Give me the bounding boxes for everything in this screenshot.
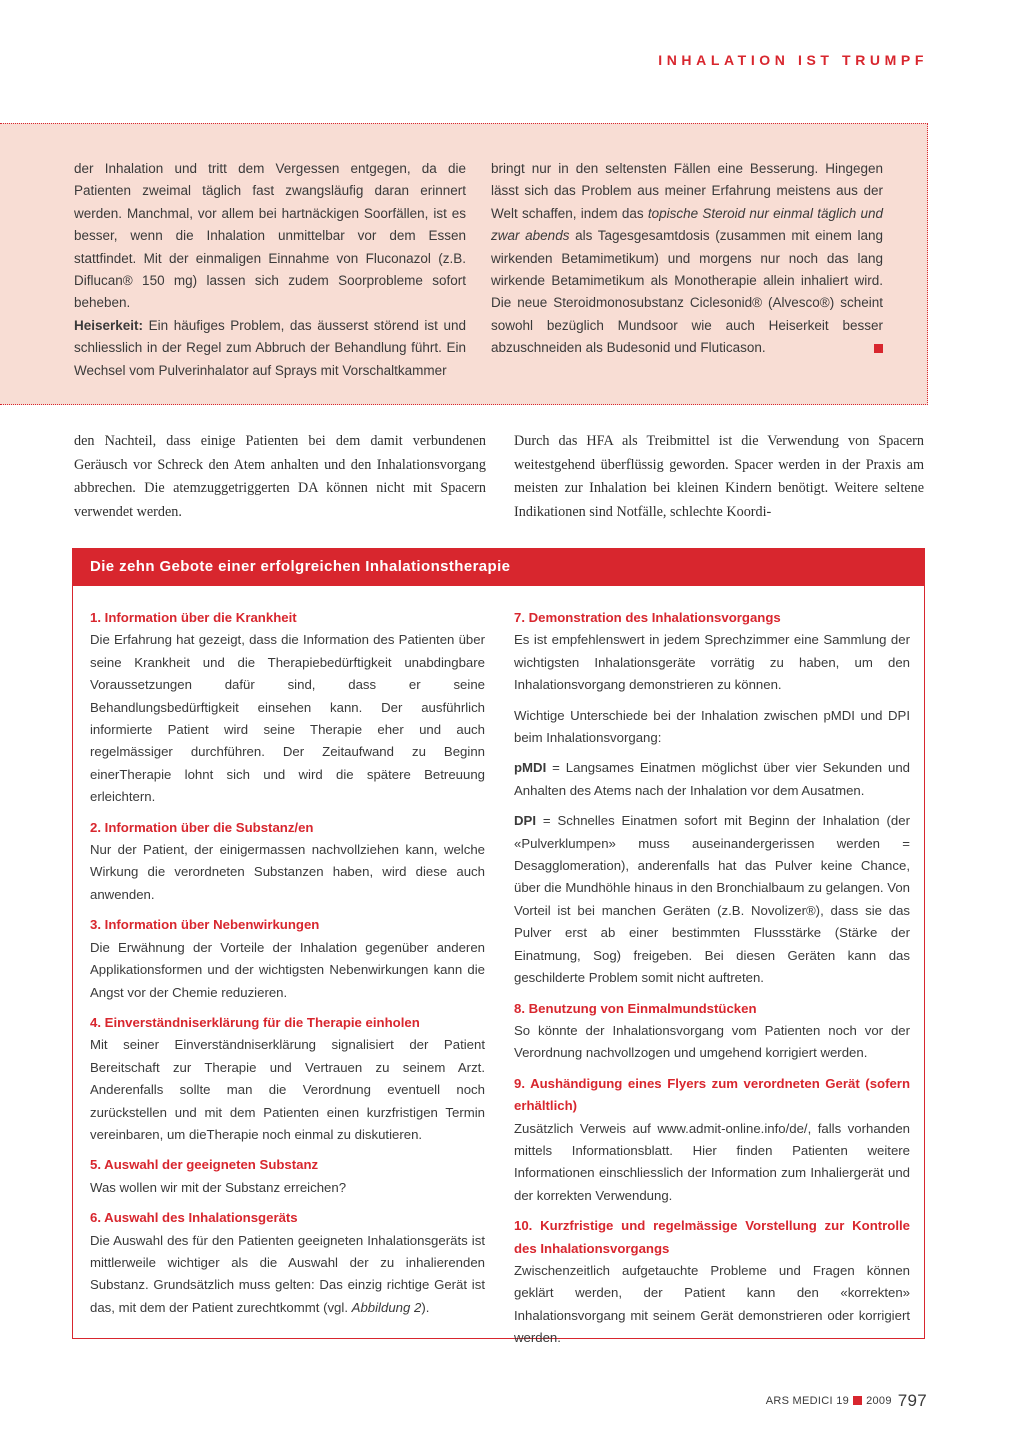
item-heading: 9. Aushändigung eines Flyers zum verordneten Gerät (sofern erhältlich): [514, 1075, 910, 1114]
journal-year: 2009: [866, 1395, 892, 1407]
item-body-text: Die Auswahl des für den Patienten geeigneten Inhalationsgeräts ist mittlerweile wichtiger als die Auswahl der zu inhalierenden Substanz. Grundsätzlich muss gelten: Das einzig richtige Gerät ist das, mit dem der Patient zurechtkommt (vgl.: [90, 1232, 485, 1315]
item-heading: 2. Information über die Substanz/en: [90, 819, 314, 835]
pink-right-column: [491, 158, 883, 360]
list-item: [514, 998, 910, 1065]
box-right-column: [514, 607, 910, 1358]
end-of-article-square-icon: [874, 344, 883, 353]
item-body-text: ).: [421, 1299, 430, 1315]
list-item: [90, 1207, 485, 1319]
paragraph: [74, 315, 466, 382]
item-body: Die Erfahrung hat gezeigt, dass die Information des Patienten über seine Krankheit und die Therapiebedürftigkeit unabdingbare Voraussetzungen dafür sind, dass er seine Behandlungsbedürftigkeit einsehen kann. Der ausführlich informierte Patient wird seine Therapie eher und auch regelmässiger durchführen. Der Zeitaufwand zu Beginn einerTherapie lohnt sich und wird die spätere Betreuung erleichtern.: [90, 632, 485, 805]
list-item: [514, 1215, 910, 1349]
item-heading: 3. Information über Nebenwirkungen: [90, 917, 320, 933]
item-body: Mit seiner Einverständniserklärung signalisiert der Patient Bereitschaft zur Therapie und Vertrauen zu seinem Arzt. Anderenfalls sollte man die Verordnung eventuell noch zurückstellen und mit dem Patienten einen kurzfristigen Termin vereinbaren, um dieTherapie noch einmal zu diskutieren.: [90, 1037, 485, 1142]
separator-square-icon: [853, 1396, 862, 1405]
item-body: Zwischenzeitlich aufgetauchte Probleme und Fragen können geklärt werden, der Patient kann den «korrekten» Inhalationsvorgang mit seinem Gerät demonstrieren oder korrigiert werden.: [514, 1262, 910, 1346]
item-heading: 7. Demonstration des Inhalationsvorgangs: [514, 610, 781, 625]
running-header: INHALATION IST TRUMPF: [658, 52, 928, 68]
item-heading: 1. Information über die Krankheit: [90, 610, 297, 625]
page-number: 797: [897, 1391, 927, 1410]
paragraph-text: bringt nur in den seltensten Fällen eine Besserung. Hingegen lässt sich das Problem aus meiner Erfahrung meistens aus der Welt schaffen, indem das: [491, 161, 883, 221]
item-body: [90, 1230, 485, 1320]
item-heading: 5. Auswahl der geeigneten Substanz: [90, 1157, 319, 1173]
box-left-column: [90, 607, 485, 1327]
run-in-label: Heiserkeit:: [74, 317, 144, 333]
list-item: [90, 817, 485, 907]
item-body: Es ist empfehlenswert in jedem Sprechzimmer eine Sammlung der wichtigsten Inhalationsgeräte vorrätig zu haben, um den Inhalationsvorgang demonstrieren zu können.: [514, 632, 910, 693]
paragraph: [514, 810, 910, 989]
ten-commandments-box: [72, 548, 925, 1346]
item-heading: 8. Benutzung von Einmalmundstücken: [514, 1000, 757, 1016]
item-body: So könnte der Inhalationsvorgang vom Patienten noch vor der Verordnung nachvollzogen und umgehend korrigiert werden.: [514, 1022, 910, 1061]
list-item: [514, 607, 910, 697]
item-heading: 10. Kurzfristige und regelmässige Vorstellung zur Kontrolle des Inhalationsvorgangs: [514, 1218, 910, 1256]
box-title: Die zehn Gebote einer erfolgreichen Inhalationstherapie: [90, 558, 511, 575]
item-body: Die Erwähnung der Vorteile der Inhalation gegenüber anderen Applikationsformen und der wichtigsten Nebenwirkungen kann die Angst vor der Chemie reduzieren.: [90, 939, 485, 1000]
paragraph: [491, 158, 883, 360]
box-title-bar: [73, 549, 924, 586]
list-item: [90, 914, 485, 1004]
paragraph: Wichtige Unterschiede bei der Inhalation zwischen pMDI und DPI beim Inhalationsvorgang:: [514, 707, 910, 746]
page-footer: [766, 1391, 927, 1411]
journal-name: ARS MEDICI 19: [765, 1395, 850, 1407]
item-body: Was wollen wir mit der Substanz erreichen?: [90, 1179, 347, 1195]
term: pMDI: [514, 760, 547, 776]
pink-left-column: [74, 158, 466, 382]
list-item: [514, 1073, 910, 1207]
definition: = Langsames Einatmen möglichst über vier Sekunden und Anhalten des Atems nach der Inhalation vor dem Ausatmen.: [514, 760, 910, 798]
item-body: Zusätzlich Verweis auf www.admit-online.info/de/, falls vorhanden mittels Informationsblatt. Hier finden Patienten weitere Informationen einschliesslich der Information zum Inhaliergerät und der korrekten Verwendung.: [514, 1120, 910, 1203]
figure-reference: Abbildung 2: [351, 1299, 422, 1315]
item-heading: 4. Einverständniserklärung für die Therapie einholen: [90, 1014, 420, 1030]
body-right-column: [514, 430, 924, 524]
term: DPI: [514, 813, 536, 829]
paragraph-text: Ein häufiges Problem, das äusserst störend ist und schliesslich in der Regel zum Abbruch der Behandlung führt. Ein Wechsel vom Pulverinhalator auf Sprays mit Vorschaltkammer: [74, 317, 466, 378]
paragraph: [514, 757, 910, 802]
item-body: Nur der Patient, der einigermassen nachvollziehen kann, welche Wirkung die verordneten Substanzen haben, wird diese auch anwenden.: [90, 842, 485, 902]
list-item: [90, 1012, 485, 1146]
list-item: [90, 1154, 485, 1199]
paragraph: Durch das HFA als Treibmittel ist die Verwendung von Spacern weitestgehend überflüssig geworden. Spacer werden in der Praxis am meisten zur Inhalation bei kleinen Kindern benötigt. Weitere seltene Indikationen sind Notfälle, schlechte Koordi-: [514, 433, 924, 520]
list-item: [90, 607, 485, 809]
paragraph-text: als Tagesgesamtdosis (zusammen mit einem lang wirkenden Betamimetikum) und morgens nur noch das lang wirkende Betamimetikum als Monotherapie allein inhaliert wird. Die neue Steroidmonosubstanz Ciclesonid® (Alvesco®) scheint sowohl bezüglich Mundsoor wie auch Heiserkeit besser abzuschneiden als Budesonid und Fluticason.: [491, 228, 883, 356]
body-left-column: [74, 430, 486, 524]
emphasis: topische Steroid nur einmal täglich und zwar abends: [491, 205, 883, 244]
definition: = Schnelles Einatmen sofort mit Beginn der Inhalation (der «Pulverklumpen» muss auseinandergerissen werden = Desagglomeration), anderenfalls hat das Pulver keine Chance, über die Mundhöhle hinaus in den Bronchialbaum zu gelangen. Von Vorteil ist bei manchen Geräten (z.B. Novolizer®), dass sie das Pulver erst ab einer bestimmten Flussstärke (Stärke der Einatmung, Sog) freigeben. Bei diesen Geräten kann das geschilderte Problem somit nicht auftreten.: [514, 813, 910, 986]
paragraph: den Nachteil, dass einige Patienten bei dem damit verbundenen Geräusch vor Schreck den Atem anhalten und den Inhalationsvorgang abbrechen. Die atemzuggetriggerten DA können nicht mit Spacern verwendet werden.: [74, 433, 486, 520]
item-heading: 6. Auswahl des Inhalationsgeräts: [90, 1210, 298, 1226]
paragraph: der Inhalation und tritt dem Vergessen entgegen, da die Patienten zweimal täglich fast zwangsläufig daran erinnert werden. Manchmal, vor allem bei hartnäckigen Soorfällen, ist es besser, wenn die Inhalation unmittelbar vor dem Essen stattfindet. Mit der einmaligen Einnahme von Fluconazol (z.B. Diflucan® 150 mg) lassen sich zudem Soorprobleme sofort beheben.: [74, 161, 466, 311]
